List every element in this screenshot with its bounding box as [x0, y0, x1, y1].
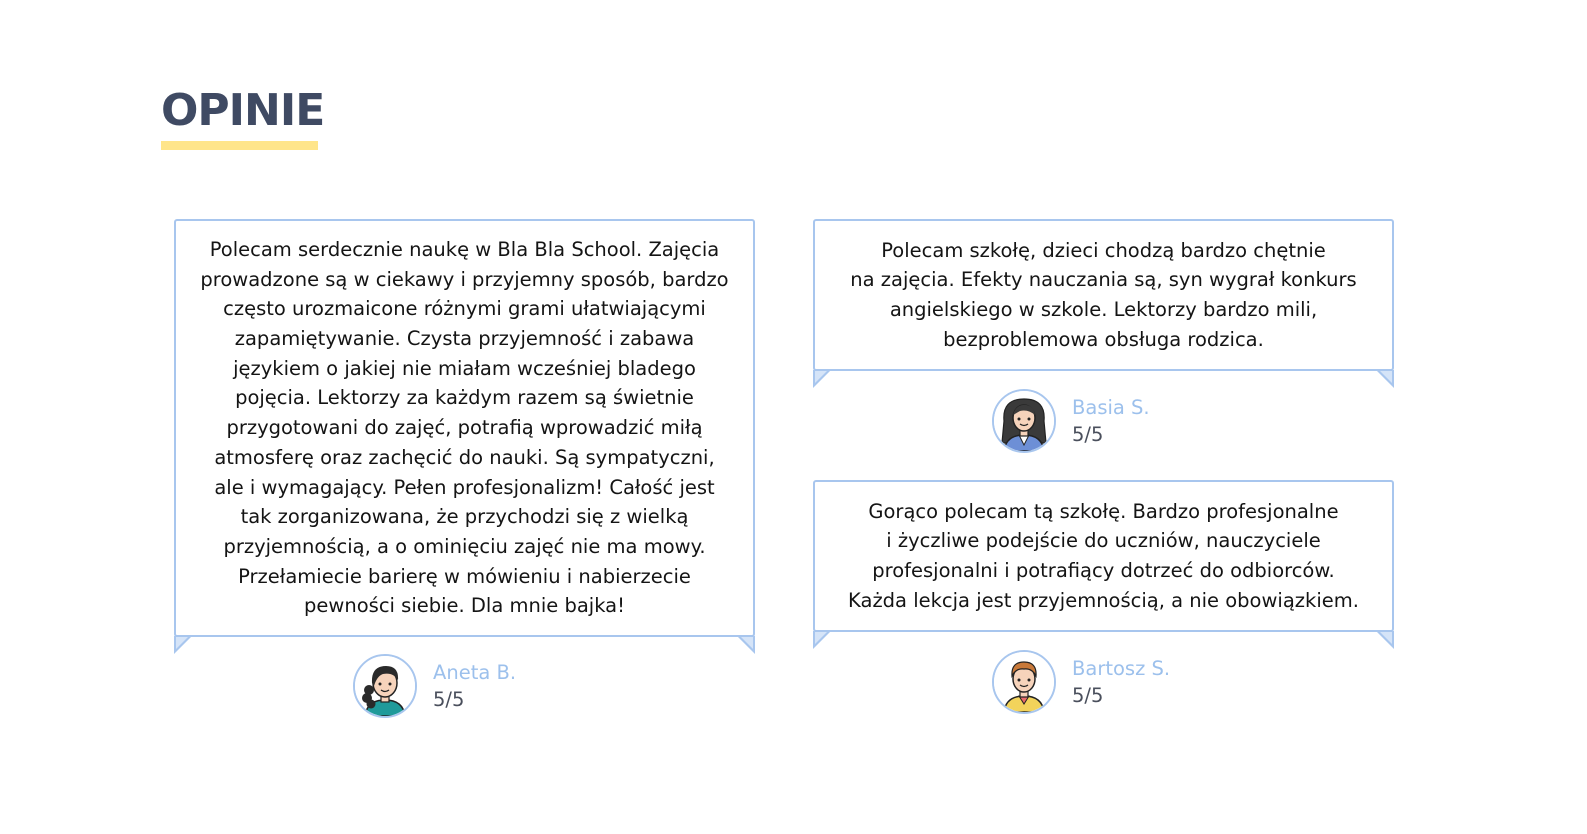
review-card-bartosz	[813, 480, 1394, 632]
review-line: i życzliwe podejście do uczniów, nauczyciele	[886, 529, 1321, 553]
card-fold-left	[813, 631, 831, 649]
reviewer-name: Basia S.	[1072, 395, 1150, 419]
woman-dark-hair-avatar-icon	[992, 389, 1056, 453]
review-line: przyjemnością, a o ominięciu zajęć nie ma mowy.	[223, 534, 706, 558]
review-line: bezproblemowa obsługa rodzica.	[943, 327, 1264, 351]
reviewer-rating: 5/5	[1072, 422, 1104, 446]
review-line: tak zorganizowana, że przychodzi się z wielką	[240, 505, 689, 529]
review-line: atmosferę oraz zachęcić do nauki. Są sympatyczni,	[214, 445, 715, 469]
reviewer-basia	[992, 389, 1150, 453]
review-line: językiem o jakiej nie miałam wcześniej bladego	[233, 356, 696, 380]
reviewer-name: Bartosz S.	[1072, 656, 1171, 680]
review-card-basia	[813, 219, 1394, 371]
card-fold-right	[1376, 370, 1394, 388]
review-line: przygotowani do zajęć, potrafią wprowadzić miłą	[226, 416, 703, 440]
review-text	[190, 235, 739, 621]
review-line: często urozmaicone różnymi grami ułatwiającymi	[223, 297, 706, 321]
review-text	[829, 497, 1378, 616]
woman-curly-hair-avatar-icon	[353, 654, 417, 718]
review-line: Polecam serdecznie naukę w Bla Bla School. Zajęcia	[209, 237, 720, 261]
card-fold-left	[813, 370, 831, 388]
reviewer-bartosz	[992, 650, 1170, 714]
review-line: Każda lekcja jest przyjemnością, a nie obowiązkiem.	[848, 588, 1359, 612]
card-fold-right	[737, 636, 755, 654]
reviewer-rating: 5/5	[433, 687, 465, 711]
reviewer-rating: 5/5	[1072, 683, 1104, 707]
section-title: OPINIE	[161, 85, 325, 136]
man-avatar-icon	[992, 650, 1056, 714]
review-line: Polecam szkołę, dzieci chodzą bardzo chętnie	[881, 238, 1326, 262]
reviewer-name: Aneta B.	[433, 660, 517, 684]
title-underline	[161, 141, 318, 150]
review-line: ale i wymagający. Pełen profesjonalizm! Całość jest	[214, 475, 715, 499]
review-line: Przełamiecie barierę w mówieniu i nabierzecie	[238, 564, 691, 588]
review-line: profesjonalni i potrafiący dotrzeć do odbiorców.	[872, 559, 1335, 582]
review-line: angielskiego w szkole. Lektorzy bardzo mili,	[889, 298, 1318, 321]
card-fold-left	[174, 636, 192, 654]
reviewer-aneta	[353, 654, 516, 718]
review-line: zapamiętywanie. Czysta przyjemność i zabawa	[234, 327, 695, 351]
review-line: pojęcia. Lektorzy za każdym razem są świetnie	[235, 386, 694, 410]
review-card-aneta	[174, 219, 755, 637]
review-line: na zajęcia. Efekty nauczania są, syn wygrał konkurs	[850, 268, 1357, 292]
review-line: pewności siebie. Dla mnie bajka!	[304, 594, 625, 618]
card-fold-right	[1376, 631, 1394, 649]
review-line: prowadzone są w ciekawy i przyjemny sposób, bardzo	[200, 267, 729, 291]
review-line: Gorąco polecam tą szkołę. Bardzo profesjonalne	[868, 499, 1339, 523]
review-text	[829, 236, 1378, 355]
